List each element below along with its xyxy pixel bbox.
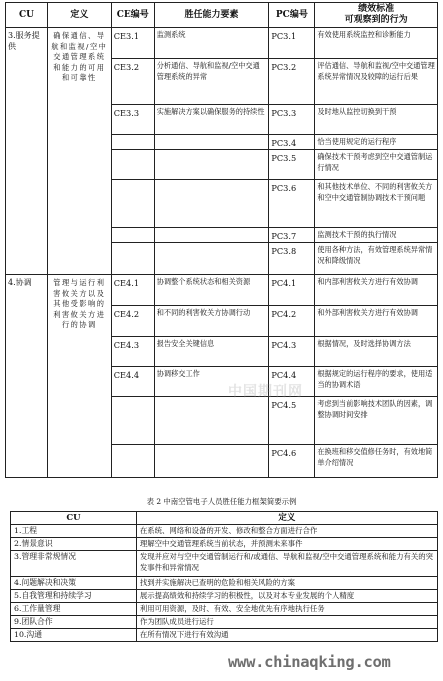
ce-text: 协调整个系统状态和相关资源 <box>154 275 269 306</box>
pc-text: 根据情况，及时选择协调方法 <box>315 337 438 367</box>
pc-text: 确保技术干预考虑到空中交通管制运行情况 <box>315 150 438 180</box>
pc-code: PC3.8 <box>269 243 315 275</box>
ce-code: CE4.3 <box>111 337 154 367</box>
cu-definition: 找到并实施解决已查明的危险和相关风险的方案 <box>136 577 437 590</box>
header-cu: CU <box>6 3 48 28</box>
cu-definition: 理解空中交通管理系统当前状态，并预测未来事件 <box>136 538 437 551</box>
ce-text: 实施解决方案以确保服务的持续性 <box>154 105 269 135</box>
ce-text: 协调移交工作 <box>154 367 269 397</box>
pc-code: PC3.4 <box>269 135 315 150</box>
cu-name: 6.工作量管理 <box>11 603 137 616</box>
cu-name: 5.自我管理和持续学习 <box>11 590 137 603</box>
pc-text: 和内部利害攸关方进行有效协调 <box>315 275 438 306</box>
ce-text: 报告安全关键信息 <box>154 337 269 367</box>
table-row <box>6 28 438 59</box>
table-row <box>11 525 438 538</box>
cu-definition: 在系统、网络和设备的开发、修改和整合方面进行合作 <box>136 525 437 538</box>
pc-text: 评估通信、导航和监视/空中交通管理系统异常情况及较障的运行后果 <box>315 59 438 105</box>
ce-text: 分析通信、导航和监视/空中交通管理系统的异常 <box>154 59 269 105</box>
pc-text: 和其他技术单位、不同的利害攸关方和空中交通管制协调技术干预问题 <box>315 180 438 228</box>
cu-definition: 管理与运行利害攸关方以及其他受影响的利害攸关方进行的协调 <box>47 275 111 478</box>
table-row <box>11 603 438 616</box>
pc-code: PC3.3 <box>269 105 315 135</box>
header-ce-code: CE编号 <box>111 3 154 28</box>
competency-table <box>5 2 438 478</box>
pc-code: PC3.7 <box>269 228 315 243</box>
cu-name: 3.服务提供 <box>6 28 48 275</box>
cu-name: 4.协调 <box>6 275 48 478</box>
pc-text: 监测技术干预的执行情况 <box>315 228 438 243</box>
pc-code: PC4.1 <box>269 275 315 306</box>
table-row <box>11 538 438 551</box>
header-pc-code: PC编号 <box>269 3 315 28</box>
pc-code: PC4.5 <box>269 397 315 445</box>
cu-definition: 在所有情况下进行有效沟通 <box>136 629 437 642</box>
pc-code: PC3.1 <box>269 28 315 59</box>
ce-code: CE3.1 <box>111 28 154 59</box>
ce-code: CE3.2 <box>111 59 154 105</box>
cu-definition: 利用可用资源，及时、有效、安全地优先有序地执行任务 <box>136 603 437 616</box>
table-row <box>11 616 438 629</box>
cu-name: 4.问题解决和决策 <box>11 577 137 590</box>
ce-code: CE4.4 <box>111 367 154 397</box>
header-definition: 定义 <box>47 3 111 28</box>
table-header-row <box>11 512 438 525</box>
pc-code: PC3.5 <box>269 150 315 180</box>
cu-name: 2.情景意识 <box>11 538 137 551</box>
header-cu: CU <box>11 512 137 525</box>
pc-text: 在换班和移交值修任务时，有效地简单介绍情况 <box>315 445 438 478</box>
table-row <box>11 551 438 577</box>
header-definition: 定义 <box>136 512 437 525</box>
watermark: www.chinaqking.com <box>228 653 391 671</box>
pc-code: PC4.3 <box>269 337 315 367</box>
header-ce-element: 胜任能力要素 <box>154 3 269 28</box>
pc-code: PC4.4 <box>269 367 315 397</box>
table-header-row <box>6 3 438 28</box>
pc-code: PC3.6 <box>269 180 315 228</box>
table-row <box>11 577 438 590</box>
competency-summary-table <box>10 511 438 642</box>
pc-code: PC3.2 <box>269 59 315 105</box>
pc-text: 及时地从监控切换到干预 <box>315 105 438 135</box>
cu-name: 10.沟通 <box>11 629 137 642</box>
cu-definition: 作为团队成员进行运行 <box>136 616 437 629</box>
cu-definition: 确保通信、导航和监视/空中交通管理系统和能力的可用和可靠性 <box>47 28 111 275</box>
cu-name: 9.团队合作 <box>11 616 137 629</box>
pc-code: PC4.2 <box>269 306 315 337</box>
pc-text: 有效使用系统监控和诊断能力 <box>315 28 438 59</box>
table-caption: 表 2 中南空管电子人员胜任能力框架简要示例 <box>146 497 297 506</box>
pc-text: 和外部利害攸关方进行有效协调 <box>315 306 438 337</box>
pc-text: 恰当使用规定的运行程序 <box>315 135 438 150</box>
ce-code: CE4.1 <box>111 275 154 306</box>
table-row <box>11 590 438 603</box>
pc-text: 使用各种方法，有效管理系统异常情况和降级情况 <box>315 243 438 275</box>
ce-text: 和不同的利害攸关方协调行动 <box>154 306 269 337</box>
cu-definition: 展示提高绩效和持续学习的积极性，以及对本专业发展的个人精度 <box>136 590 437 603</box>
table-row <box>6 275 438 306</box>
ce-code: CE3.3 <box>111 105 154 135</box>
pc-text: 考虑到当前影响技术团队的因素，调整协调时间安排 <box>315 397 438 445</box>
cu-name: 3.管理非常规情况 <box>11 551 137 577</box>
cu-definition: 发现并应对与空中交通管制运行和/或通信、导航和监视/空中交通管理系统和能力有关的突发事件和异常情况 <box>136 551 437 577</box>
header-performance-criteria: 绩效标准 可观察到的行为 <box>315 3 438 28</box>
cu-name: 1.工程 <box>11 525 137 538</box>
pc-code: PC4.6 <box>269 445 315 478</box>
pc-text: 根据规定的运行程序的要求，使用适当的协调术语 <box>315 367 438 397</box>
table-row <box>11 629 438 642</box>
ce-text: 监测系统 <box>154 28 269 59</box>
watermark-faint: 中国期刊网 <box>228 384 303 400</box>
ce-code: CE4.2 <box>111 306 154 337</box>
